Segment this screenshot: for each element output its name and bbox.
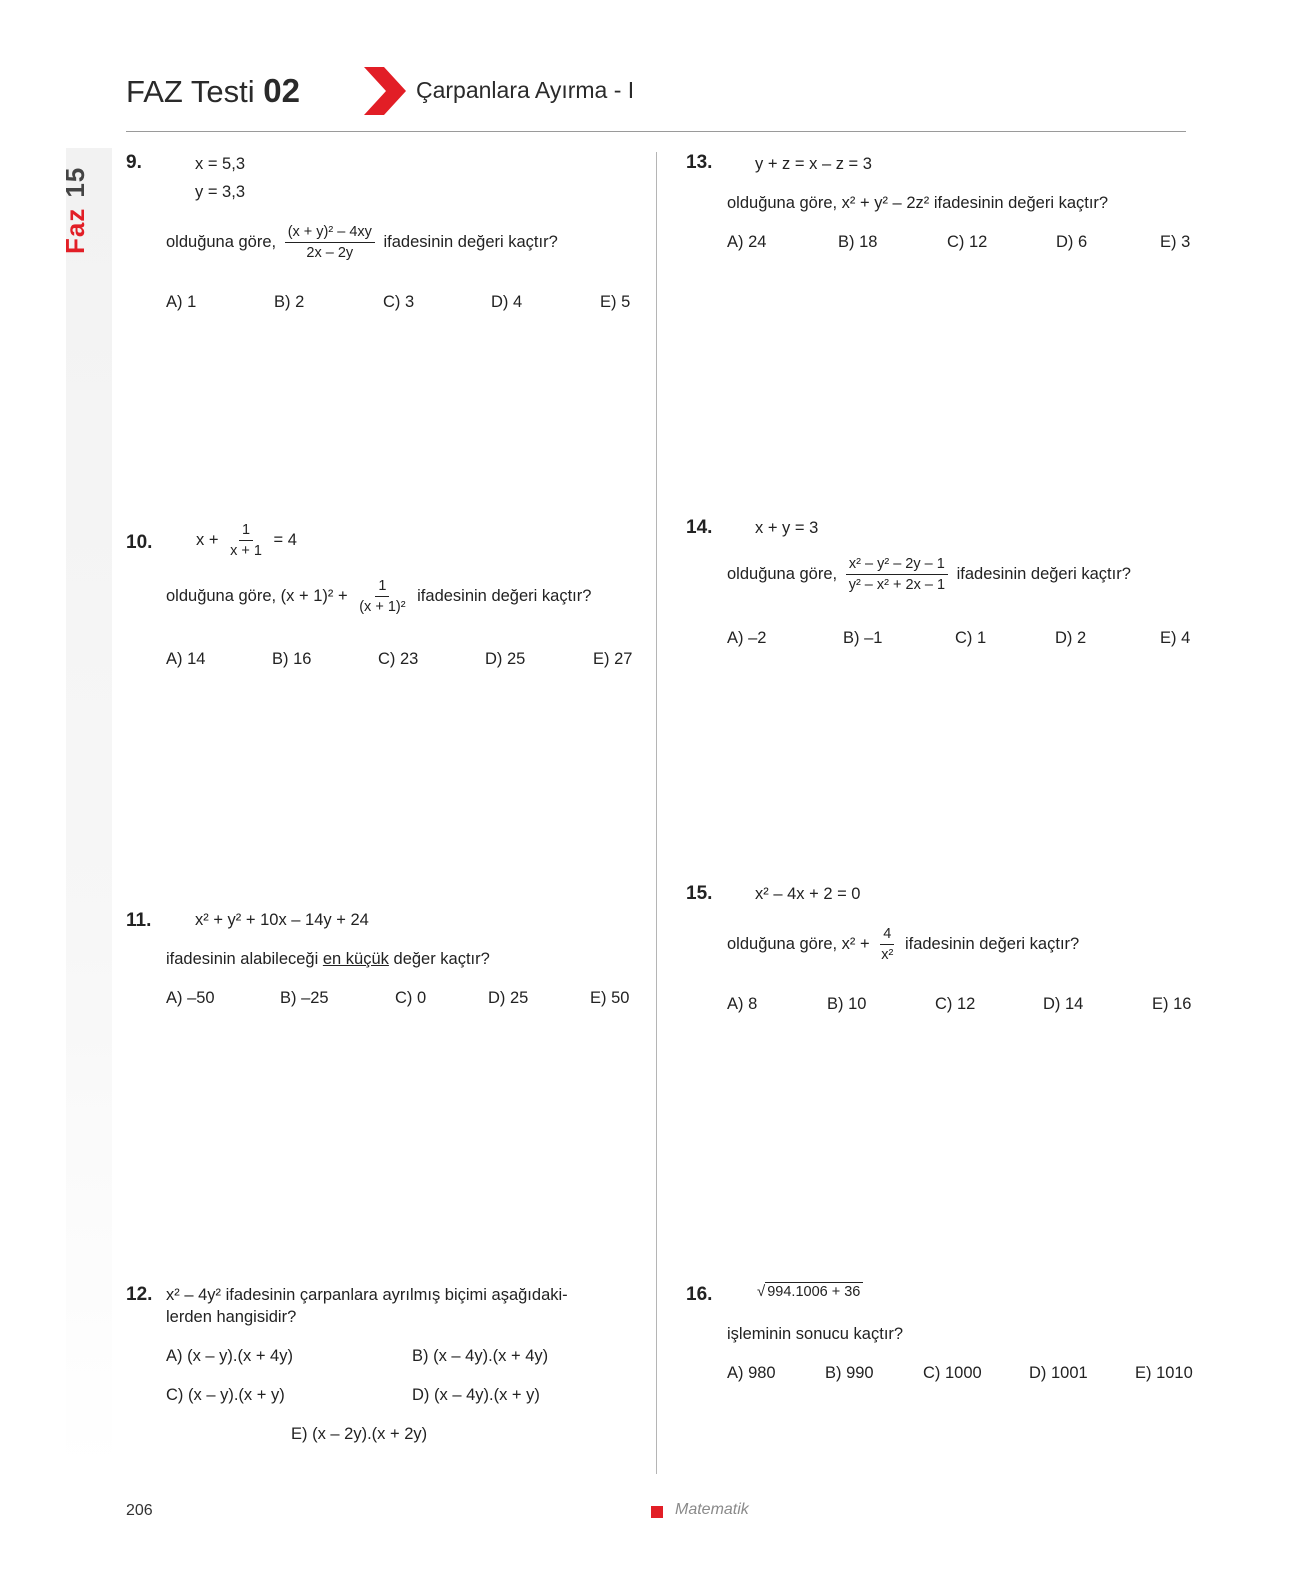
q9-option-d[interactable]: D) 4 — [491, 293, 523, 311]
q9-fraction: $\frac{\text{(x + y)² – 4xy}}{2x - 2y}$ — [285, 224, 375, 261]
q10-option-a[interactable]: A) 14 — [166, 650, 206, 668]
question-12-number: 12. — [126, 1284, 153, 1305]
q15-option-a[interactable]: A) 8 — [727, 995, 758, 1013]
q13-question: olduğuna göre, x² + y² – 2z² ifadesinin değeri kaçtır? — [727, 194, 1109, 212]
q14-option-d[interactable]: D) 2 — [1055, 629, 1087, 647]
q12-option-d[interactable]: D) (x – 4y).(x + y) — [412, 1386, 540, 1404]
question-9-number: 9. — [126, 152, 142, 173]
question-16-number: 16. — [686, 1284, 713, 1305]
side-tab-label: Faz15 — [60, 166, 90, 254]
q10-option-b[interactable]: B) 16 — [272, 650, 312, 668]
q11-question: ifadesinin alabileceği en küçük değer kaçtır? — [166, 950, 490, 968]
side-tab — [66, 148, 112, 1473]
q11-option-d[interactable]: D) 25 — [488, 989, 529, 1007]
q11-option-a[interactable]: A) –50 — [166, 989, 215, 1007]
q10-option-d[interactable]: D) 25 — [485, 650, 526, 668]
q9-question: olduğuna göre, $\frac{\text{(x + y)² – 4xy}}{2x - 2y}$ ifadesinin değeri kaçtır? — [166, 224, 558, 261]
q16-question: işleminin sonucu kaçtır? — [727, 1325, 904, 1343]
q13-option-b[interactable]: B) 18 — [838, 233, 878, 251]
q10-option-e[interactable]: E) 27 — [593, 650, 633, 668]
q12-question-line2: lerden hangisidir? — [166, 1308, 297, 1326]
q15-question: olduğuna göre, x² + $\frac{4}{\text{x²}}$ ifadesinin değeri kaçtır? — [727, 926, 1080, 963]
q15-given: x² – 4x + 2 = 0 — [755, 885, 861, 903]
q9-option-c[interactable]: C) 3 — [383, 293, 415, 311]
square-icon — [651, 1506, 663, 1518]
q9-option-e[interactable]: E) 5 — [600, 293, 631, 311]
question-14-number: 14. — [686, 517, 713, 538]
q16-option-c[interactable]: C) 1000 — [923, 1364, 982, 1382]
q12-option-b[interactable]: B) (x – 4y).(x + 4y) — [412, 1347, 549, 1365]
column-divider — [656, 152, 657, 1474]
chevron-right-icon — [364, 67, 406, 115]
q13-option-c[interactable]: C) 12 — [947, 233, 988, 251]
q14-option-b[interactable]: B) –1 — [843, 629, 883, 647]
q16-option-e[interactable]: E) 1010 — [1135, 1364, 1193, 1382]
q12-option-a[interactable]: A) (x – y).(x + 4y) — [166, 1347, 293, 1365]
q14-question: olduğuna göre, $\frac{\text{x² – y² – 2y – 1}}{\text{y² – x² + 2x – 1}}$ ifadesinin değeri kaçtır? — [727, 556, 1131, 593]
q10-given: x + $\frac{1}{x + 1}$ = 4 — [196, 522, 297, 559]
q10-question: olduğuna göre, (x + 1)² + $\frac{1}{\text{(x + 1)²}}$ ifadesinin değeri kaçtır? — [166, 578, 592, 615]
q14-option-c[interactable]: C) 1 — [955, 629, 987, 647]
question-10-number: 10. — [126, 532, 153, 553]
question-11-number: 11. — [126, 910, 152, 931]
q11-option-b[interactable]: B) –25 — [280, 989, 329, 1007]
q13-option-e[interactable]: E) 3 — [1160, 233, 1191, 251]
q11-option-e[interactable]: E) 50 — [590, 989, 630, 1007]
q13-option-a[interactable]: A) 24 — [727, 233, 767, 251]
q9-given-x: x = 5,3 — [195, 155, 245, 173]
page-number: 206 — [126, 1502, 153, 1519]
q11-option-c[interactable]: C) 0 — [395, 989, 427, 1007]
q12-question-line1: x² – 4y² ifadesinin çarpanlara ayrılmış biçimi aşağıdaki- — [166, 1286, 568, 1304]
footer-subject: Matematik — [675, 1501, 749, 1518]
q15-option-c[interactable]: C) 12 — [935, 995, 976, 1013]
question-13-number: 13. — [686, 152, 713, 173]
q15-option-d[interactable]: D) 14 — [1043, 995, 1084, 1013]
q12-option-e[interactable]: E) (x – 2y).(x + 2y) — [291, 1425, 428, 1443]
q10-option-c[interactable]: C) 23 — [378, 650, 419, 668]
q9-given-y: y = 3,3 — [195, 183, 245, 201]
q11-expression: x² + y² + 10x – 14y + 24 — [195, 911, 369, 929]
header-divider — [126, 131, 1186, 132]
q9-option-a[interactable]: A) 1 — [166, 293, 197, 311]
q9-option-b[interactable]: B) 2 — [274, 293, 305, 311]
q16-option-d[interactable]: D) 1001 — [1029, 1364, 1088, 1382]
q15-option-b[interactable]: B) 10 — [827, 995, 867, 1013]
q16-option-a[interactable]: A) 980 — [727, 1364, 776, 1382]
section-title: Çarpanlara Ayırma - I — [416, 77, 635, 103]
test-title: FAZ Testi 02 — [126, 72, 300, 109]
q15-option-e[interactable]: E) 16 — [1152, 995, 1192, 1013]
q16-expression: √ 994.1006 + 36 — [757, 1282, 863, 1301]
q14-option-e[interactable]: E) 4 — [1160, 629, 1191, 647]
q16-option-b[interactable]: B) 990 — [825, 1364, 874, 1382]
q13-given: y + z = x – z = 3 — [755, 155, 872, 173]
q14-given: x + y = 3 — [755, 519, 819, 537]
q13-option-d[interactable]: D) 6 — [1056, 233, 1088, 251]
question-15-number: 15. — [686, 883, 713, 904]
q12-option-c[interactable]: C) (x – y).(x + y) — [166, 1386, 285, 1404]
q14-option-a[interactable]: A) –2 — [727, 629, 767, 647]
